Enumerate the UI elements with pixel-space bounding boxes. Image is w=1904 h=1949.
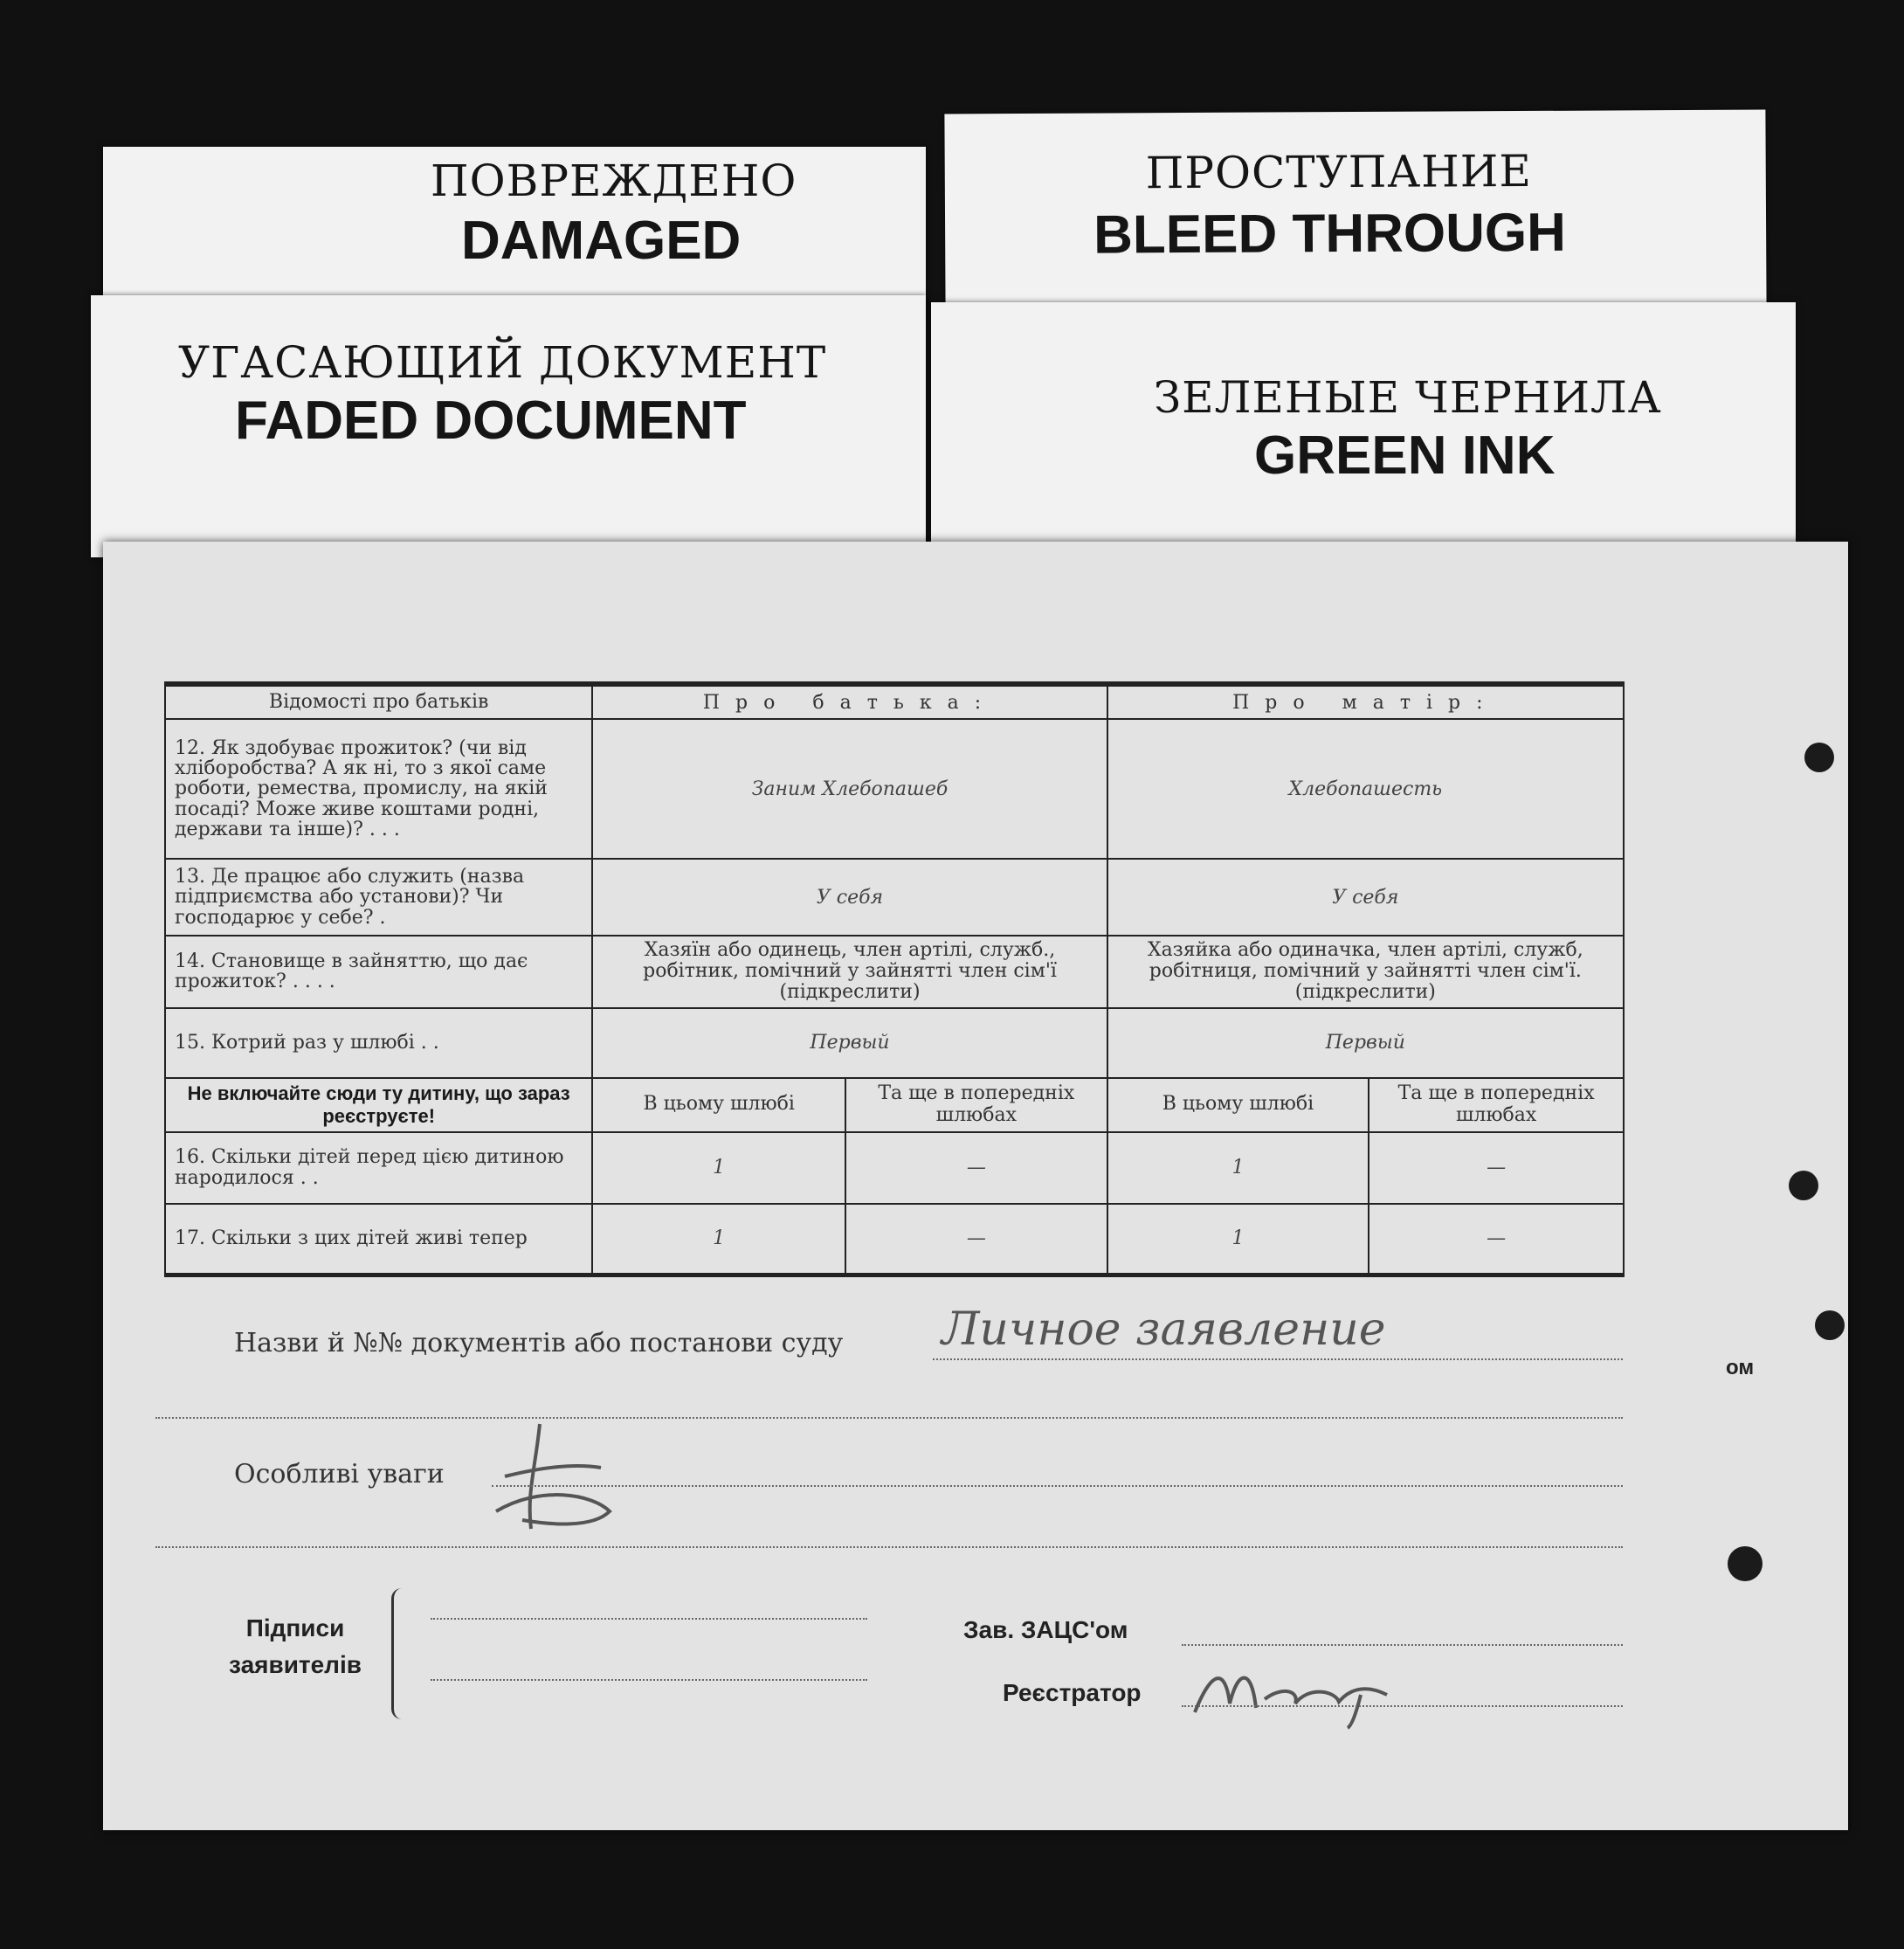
applicant-signature-line-2: [431, 1679, 867, 1681]
head-zags-signature-line: [1182, 1644, 1623, 1646]
notes-dotline: [492, 1485, 1623, 1487]
answer-17-mother-prev: —: [1369, 1204, 1624, 1275]
documents-label: Назви й №№ документів або постанови суду: [234, 1328, 844, 1358]
subheader-mother-this-marriage: В цьому шлюбі: [1107, 1078, 1369, 1132]
applicants-signatures-label-2: заявителів: [229, 1651, 362, 1678]
table-row-15: [165, 1008, 1624, 1078]
punch-hole-3: [1815, 1310, 1845, 1340]
question-12: 12. Як здобуває прожиток? (чи від хліборобства? А як ні, то з якої саме роботи, ремества, промислу, на якій посаді? Може живе коштами родні, держави та інше)? . . .: [165, 719, 592, 859]
registrar-signature: [1186, 1651, 1413, 1730]
answer-14-mother: Хазяйка або одиначка, член артілі, служб, робітниця, помічний у зайнятті член сім'ї. (підкреслити): [1107, 936, 1624, 1008]
label-card-green-ink: [931, 302, 1796, 556]
table-header-row: [165, 684, 1624, 719]
documents-dotline: [933, 1358, 1623, 1360]
answer-15-father: Первый: [592, 1008, 1107, 1078]
answer-16-mother-this: 1: [1107, 1132, 1369, 1204]
registrar-label: Реєстратор: [1003, 1679, 1142, 1706]
answer-17-father-this: 1: [592, 1204, 845, 1275]
label-faded-en: FADED DOCUMENT: [235, 390, 747, 451]
table-row-16: [165, 1132, 1624, 1204]
answer-14-father: Хазяїн або одинець, член артілі, служб., робітник, помічний у зайнятті член сім'ї (підкреслити): [592, 936, 1107, 1008]
table-row-12: [165, 719, 1624, 859]
documents-dotline-2: [155, 1417, 1623, 1419]
answer-12-father: Заним Хлебопашеб: [592, 719, 1107, 859]
punch-hole-1: [1804, 743, 1834, 772]
label-damaged-en: DAMAGED: [461, 211, 742, 271]
notes-label: Особливі уваги: [234, 1459, 445, 1489]
answer-17-mother-this: 1: [1107, 1204, 1369, 1275]
table-row-17: [165, 1204, 1624, 1275]
answer-12-mother: Хлебопашесть: [1107, 719, 1624, 859]
table-subheader-row: [165, 1078, 1624, 1132]
header-mother: Про матір:: [1107, 684, 1624, 719]
subheader-mother-prev-marriages: Та ще в попередніх шлюбах: [1369, 1078, 1624, 1132]
subheader-father-this-marriage: В цьому шлюбі: [592, 1078, 845, 1132]
applicant-signature-line-1: [431, 1618, 867, 1620]
table-row-14: [165, 936, 1624, 1008]
label-card-bleed-through: [944, 110, 1766, 315]
answer-16-mother-prev: —: [1369, 1132, 1624, 1204]
signatures-brace: [391, 1588, 406, 1719]
table-row-13: [165, 859, 1624, 936]
answer-15-mother: Первый: [1107, 1008, 1624, 1078]
question-16: 16. Скільки дітей перед цією дитиною народилося . .: [165, 1132, 592, 1204]
parents-info-table: [164, 681, 1625, 1277]
label-green-ru: ЗЕЛЕНЫЕ ЧЕРНИЛА: [1154, 372, 1662, 423]
header-parents-info: Відомості про батьків: [165, 684, 592, 719]
answer-17-father-prev: —: [845, 1204, 1107, 1275]
children-note: Не включайте сюди ту дитину, що зараз реєструєте!: [165, 1078, 592, 1132]
documents-value: Личное заявление: [942, 1303, 1386, 1356]
question-13: 13. Де працює або служить (назва підприємства або установи)? Чи господарює у себе? .: [165, 859, 592, 936]
question-17: 17. Скільки з цих дітей живі тепер: [165, 1204, 592, 1275]
label-card-faded: [91, 295, 926, 557]
answer-16-father-this: 1: [592, 1132, 845, 1204]
subheader-father-prev-marriages: Та ще в попередніх шлюбах: [845, 1078, 1107, 1132]
answer-13-mother: У себя: [1107, 859, 1624, 936]
label-bleed-ru: ПРОСТУПАНИЕ: [1145, 145, 1533, 199]
answer-13-father: У себя: [592, 859, 1107, 936]
answer-16-father-prev: —: [845, 1132, 1107, 1204]
label-faded-ru: УГАСАЮЩИЙ ДОКУМЕНТ: [178, 337, 827, 388]
question-14: 14. Становище в зайняттю, що дає прожиток? . . . .: [165, 936, 592, 1008]
question-15: 15. Котрий раз у шлюбі . .: [165, 1008, 592, 1078]
punch-hole-2: [1789, 1171, 1818, 1200]
punch-hole-4: [1728, 1546, 1763, 1581]
notes-dotline-2: [155, 1546, 1623, 1548]
head-zags-label: Зав. ЗАЦС'ом: [963, 1616, 1128, 1643]
applicants-signatures-label-1: Підписи: [245, 1614, 345, 1641]
label-green-en: GREEN INK: [1254, 425, 1556, 486]
label-damaged-ru: ПОВРЕЖДЕНО: [431, 156, 797, 206]
registry-form-sheet: [103, 542, 1848, 1830]
edge-text-fragment: ом: [1726, 1356, 1755, 1379]
header-father: Про батька:: [592, 684, 1107, 719]
registrar-signature-line: [1182, 1705, 1623, 1707]
notes-scribble-mark: [487, 1415, 618, 1538]
label-bleed-en: BLEED THROUGH: [1093, 202, 1567, 266]
